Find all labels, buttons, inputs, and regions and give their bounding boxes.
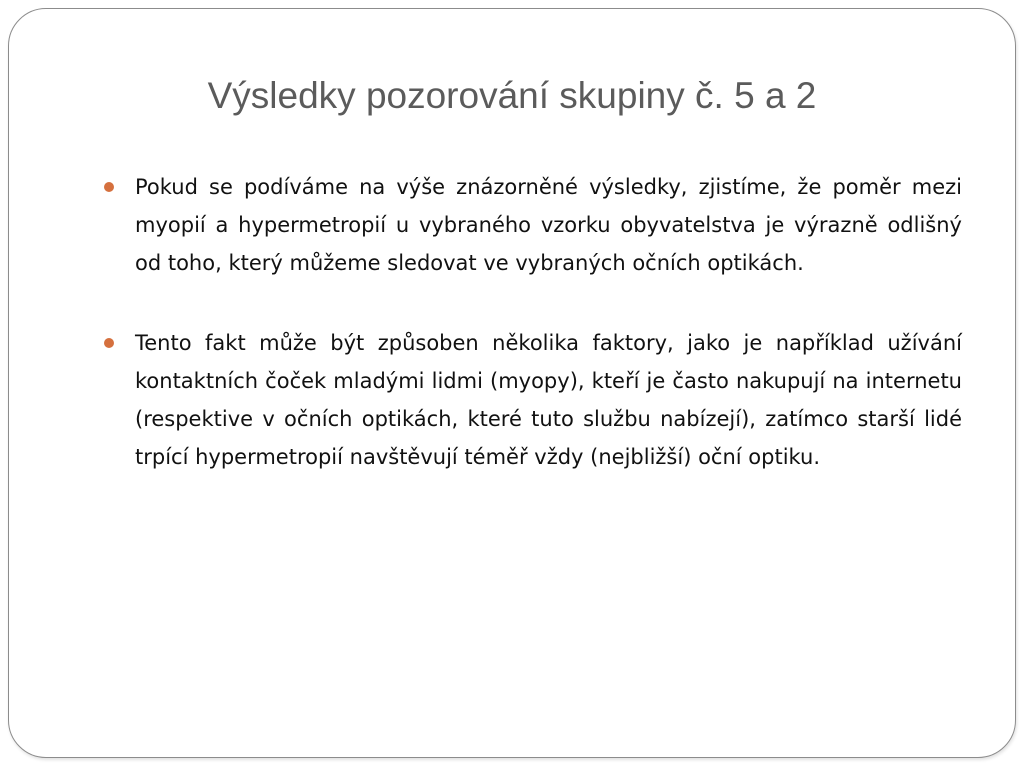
bullet-list bbox=[104, 168, 962, 518]
slide-title: Výsledky pozorování skupiny č. 5 a 2 bbox=[207, 75, 817, 116]
bullet-dot-icon bbox=[104, 182, 114, 192]
bullet-text: Pokud se podíváme na výše znázorněné výsledky, zjistíme, že poměr mezi myopií a hypermetropií u vybraného vzorku obyvatelstva je výrazně odlišný od toho, který můžeme sledovat ve vybraných očních optikách. bbox=[135, 175, 962, 275]
bullet-dot-icon bbox=[104, 338, 114, 348]
bullet-text: Tento fakt může být způsoben několika faktory, jako je například užívání kontaktních čoček mladými lidmi (myopy), kteří je často nakupují na internetu (respektive v očních optikách, které tuto službu nabízejí), zatímco starší lidé trpící hypermetropií navštěvují téměř vždy (nejbližší) oční optiku. bbox=[135, 331, 962, 469]
bullet-item bbox=[104, 324, 962, 476]
bullet-item bbox=[104, 168, 962, 282]
